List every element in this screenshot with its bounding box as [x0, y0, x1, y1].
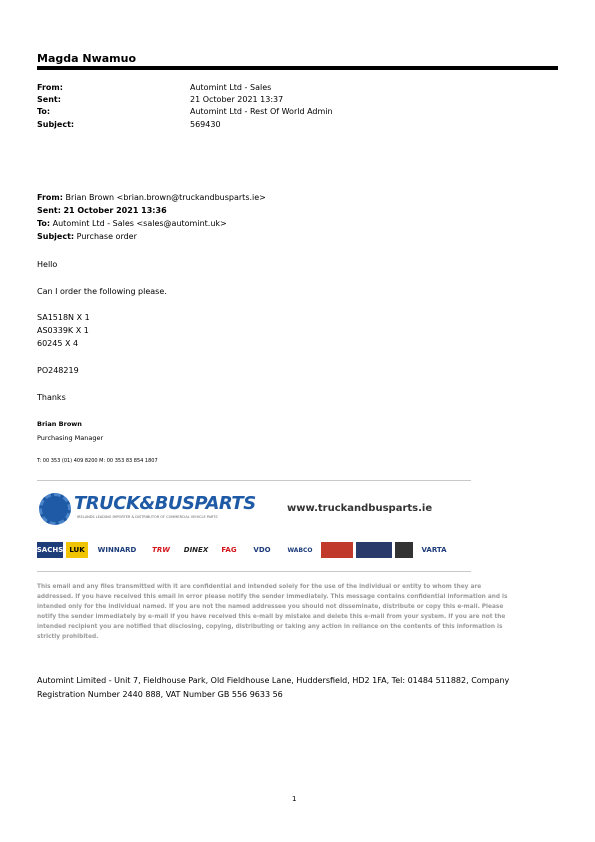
subject-value: 569430: [190, 120, 221, 129]
po-number: PO248219: [37, 366, 79, 375]
brand-logo: SACHS: [37, 542, 63, 558]
brand-logo: [321, 542, 353, 558]
brand-logo: [356, 542, 392, 558]
fwd-from: From: Brian Brown <brian.brown@truckandbusparts.ie>: [37, 193, 266, 202]
page-number: 1: [292, 795, 297, 803]
logo-tagline: IRELANDS LEADING IMPORTER & DISTRIBUTOR OF COMMERCIAL VEHICLE PARTS: [77, 515, 218, 519]
brand-logo: DINEX: [183, 546, 209, 554]
brand-logo: [395, 542, 413, 558]
website-link[interactable]: www.truckandbusparts.ie: [287, 503, 433, 514]
brand-logo: TRW: [152, 546, 170, 554]
company-footer: Automint Limited - Unit 7, Fieldhouse Park, Old Fieldhouse Lane, Huddersfield, HD2 1FA, Tel: 01484 511882, Company Registration Number 2440 888, VAT Number GB 556 9633 56: [37, 676, 510, 699]
gear-logo-icon: [39, 493, 71, 525]
request-text: Can I order the following please.: [37, 287, 167, 296]
to-label: To:: [37, 107, 51, 116]
brand-logo: FAG: [221, 546, 237, 554]
greeting: Hello: [37, 260, 58, 269]
order-item: 60245 X 4: [37, 339, 79, 348]
to-value: Automint Ltd - Rest Of World Admin: [190, 107, 333, 116]
sent-label: Sent:: [37, 95, 61, 104]
from-value: Automint Ltd - Sales: [190, 83, 272, 92]
brand-logo: VARTA: [421, 546, 447, 554]
sender-name: Magda Nwamuo: [37, 52, 137, 65]
order-item: SA1518N X 1: [37, 313, 90, 322]
fwd-sent: Sent: 21 October 2021 13:36: [37, 206, 167, 215]
fwd-to-email[interactable]: Automint Ltd - Sales <sales@automint.uk>: [52, 219, 227, 228]
subject-label: Subject:: [37, 120, 75, 129]
brand-logo: WINNARD: [97, 546, 137, 554]
brand-logo: WABCO: [287, 546, 313, 554]
brand-logo: LUK: [66, 542, 88, 558]
signature-title: Purchasing Manager: [37, 434, 104, 442]
fwd-subject: Subject: Purchase order: [37, 232, 137, 241]
header-rule: [37, 66, 558, 70]
fwd-to: To: Automint Ltd - Sales <sales@automint.uk>: [37, 219, 227, 228]
company-logo: TRUCK&BUSPARTS: [74, 493, 256, 514]
brand-strip: [37, 541, 471, 559]
thanks: Thanks: [37, 393, 66, 402]
brand-logo: VDO: [253, 546, 271, 554]
disclaimer: This email and any files transmitted with it are confidential and intended solely for the use of the individual or entity to whom they are addressed. If you have received this email in error please notify the sender immediately. This message contains confidential information and is intended only for the individual named. If you are not the named addressee you should not disseminate, distribute or copy this e-mail. Please notify the sender immediately by e-mail if you have received this e-mail by mistake and delete this e-mail from your system. If you are not the intended recipient you are notified that disclosing, copying, distributing or taking any action in reliance on the contents of this information is strictly prohibited.: [37, 584, 508, 640]
signature-name: Brian Brown: [37, 420, 82, 428]
fwd-from-email[interactable]: Brian Brown <brian.brown@truckandbusparts.ie>: [65, 193, 266, 202]
signature-banner: [37, 480, 471, 572]
sent-value: 21 October 2021 13:37: [190, 95, 284, 104]
signature-phones: T: 00 353 (01) 409 8200 M: 00 353 83 854 1807: [37, 458, 158, 464]
order-item: AS0339K X 1: [37, 326, 89, 335]
from-label: From:: [37, 83, 63, 92]
